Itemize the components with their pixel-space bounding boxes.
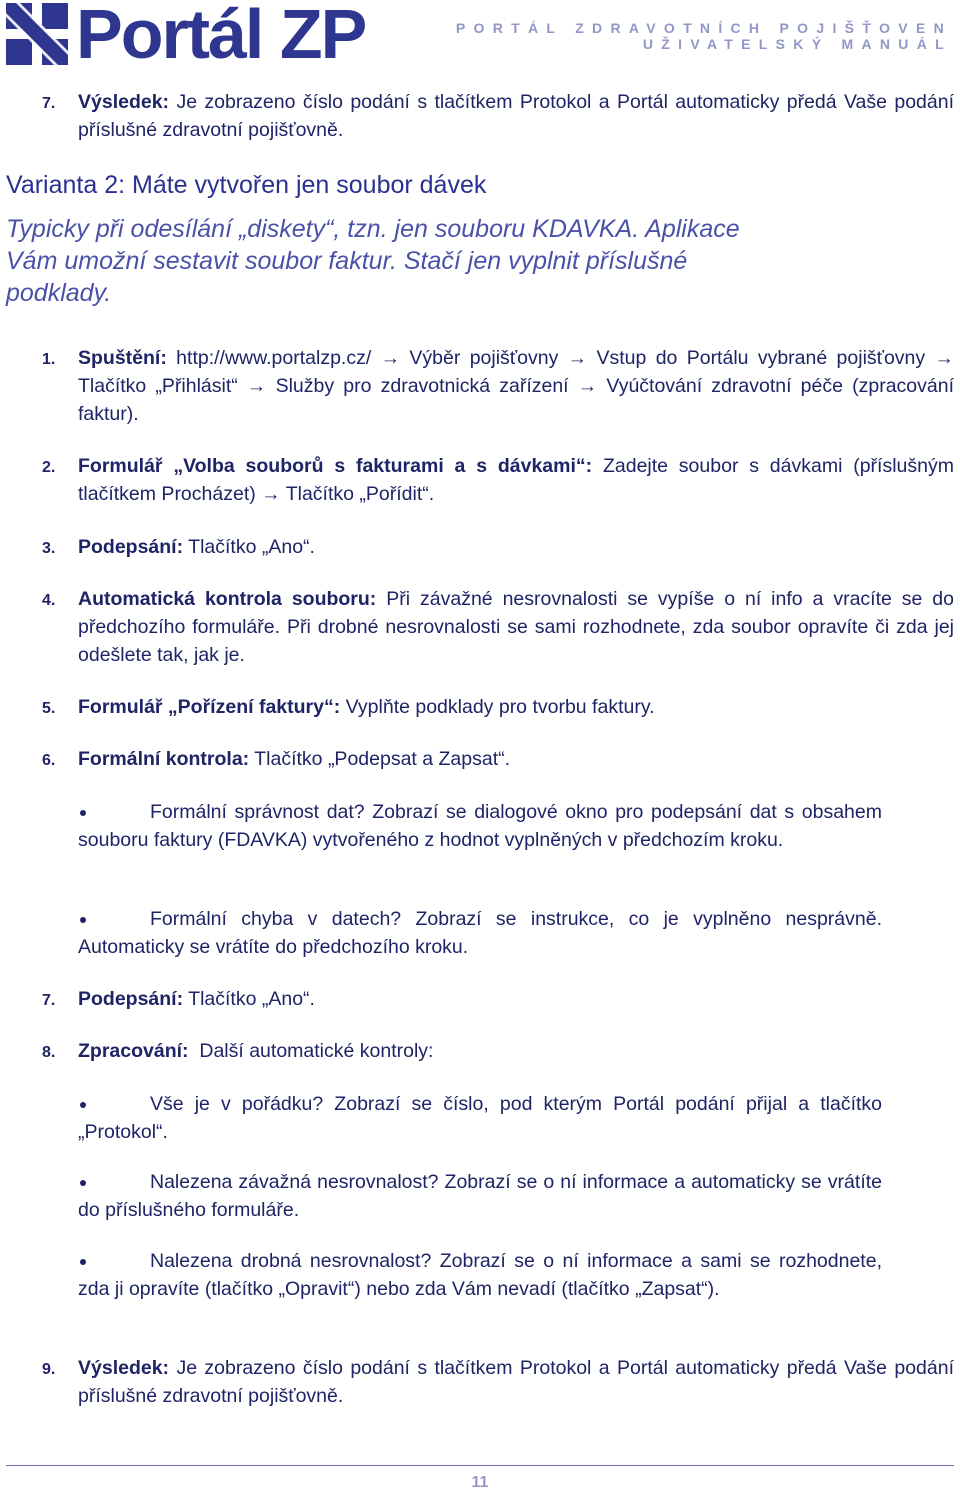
page-header: [0, 0, 960, 73]
step-text: Tlačítko „Ano“.: [183, 536, 315, 558]
header-title-line1: PORTÁL ZDRAVOTNÍCH POJIŠŤOVEN: [455, 20, 952, 36]
step-label: Podepsání:: [78, 988, 184, 1010]
bullet-text: Vše je v pořádku? Zobrazí se číslo, pod kterým Portál podání přijal a tlačítko „Protokol“.: [78, 1093, 882, 1143]
step-8-processing: [42, 1037, 954, 1065]
step-1-launch: [42, 344, 954, 428]
step-label: Spuštění:: [78, 347, 167, 369]
step-number: 7.: [42, 95, 56, 112]
variant-title: Varianta 2: Máte vytvořen jen soubor dávek: [6, 171, 487, 199]
step-number: 8.: [42, 1044, 56, 1061]
step-text: Zadejte soubor s dávkami (příslušným tlačítkem Procházet) → Tlačítko „Pořídit“.: [78, 455, 954, 505]
step-number: 4.: [42, 592, 56, 609]
step-text: Je zobrazeno číslo podání s tlačítkem Protokol a Portál automaticky předá Vaše podání příslušné zdravotní pojišťovně.: [78, 1357, 954, 1407]
bullet-formal-ok: [78, 798, 882, 854]
step-label: Výsledek:: [78, 1357, 170, 1379]
step-label: Formulář „Pořízení faktury“:: [78, 696, 341, 718]
bullet-icon: [80, 917, 86, 923]
logo-text: Portál ZP: [76, 0, 366, 73]
page-number: 11: [471, 1474, 489, 1491]
step-label: Podepsání:: [78, 536, 184, 558]
step-label: Zpracování:: [78, 1040, 189, 1062]
step-text: Je zobrazeno číslo podání s tlačítkem Protokol a Portál automaticky předá Vaše podání příslušné zdravotní pojišťovně.: [78, 91, 954, 141]
step-number: 3.: [42, 540, 56, 557]
logo-cross-icon: [6, 3, 68, 65]
bullet-text: Nalezena závažná nesrovnalost? Zobrazí se o ní informace a automaticky se vrátíte do příslušného formuláře.: [78, 1171, 882, 1221]
step-number: 1.: [42, 351, 56, 368]
bullet-serious-issue: [78, 1168, 882, 1224]
step-number: 6.: [42, 752, 56, 769]
step-7-sign: [42, 985, 954, 1013]
bullet-icon: [80, 1180, 86, 1186]
bullet-formal-error: [78, 905, 882, 961]
step-label: Formální kontrola:: [78, 748, 250, 770]
step-text: Tlačítko „Podepsat a Zapsat“.: [249, 748, 511, 770]
header-title: [456, 20, 952, 52]
bullet-text: Formální správnost dat? Zobrazí se dialogové okno pro podepsání dat s obsahem souboru faktury (FDAVKA) vytvořeného z hodnot vyplněných v předchozím kroku.: [78, 801, 882, 851]
step-label: Automatická kontrola souboru:: [78, 588, 377, 610]
step-text: http://www.portalzp.cz/ → Výběr pojišťovny → Vstup do Portálu vybrané pojišťovny → Tlačítko „Přihlásit“ → Služby pro zdravotnická zařízení → Vyúčtování zdravotní péče (zpracování faktur).: [78, 347, 954, 425]
bullet-minor-issue: [78, 1247, 882, 1303]
step-number: 5.: [42, 700, 56, 717]
step-label: Formulář „Volba souborů s fakturami a s dávkami“:: [78, 455, 593, 477]
variant-description: Typicky při odesílání „diskety“, tzn. jen souboru KDAVKA. Aplikace Vám umožní sestavit soubor faktur. Stačí jen vyplnit příslušné podklady.: [6, 215, 740, 307]
step-7-result: [42, 88, 954, 144]
bullet-icon: [80, 810, 86, 816]
bullet-text: Nalezena drobná nesrovnalost? Zobrazí se o ní informace a sami se rozhodnete, zda ji opravíte (tlačítko „Opravit“) nebo zda Vám nevadí (tlačítko „Zapsat“).: [78, 1250, 882, 1300]
step-number: 9.: [42, 1361, 56, 1378]
step-number: 2.: [42, 459, 56, 476]
step-4-auto-check: [42, 585, 954, 669]
bullet-text: Formální chyba v datech? Zobrazí se instrukce, co je vyplněno nesprávně. Automaticky se vrátíte do předchozího kroku.: [78, 908, 882, 958]
step-3-sign: [42, 533, 954, 561]
portal-zp-logo: [6, 0, 366, 73]
step-text: Další automatické kontroly:: [188, 1040, 434, 1062]
step-2-form: [42, 452, 954, 508]
footer-divider: [6, 1465, 954, 1466]
step-label: Výsledek:: [78, 91, 170, 113]
header-title-line2: UŽIVATELSKÝ MANUÁL: [642, 36, 952, 52]
step-6-formal-check: [42, 745, 954, 773]
step-text: Při závažné nesrovnalosti se vypíše o ní info a vracíte se do předchozího formuláře. Při drobné nesrovnalosti se sami rozhodnete, zda soubor opravíte či zda jej odešlete tak, jak je.: [78, 588, 954, 666]
step-5-invoice-form: [42, 693, 954, 721]
step-text: Vyplňte podklady pro tvorbu faktury.: [340, 696, 655, 718]
step-number: 7.: [42, 992, 56, 1009]
bullet-icon: [80, 1259, 86, 1265]
step-text: Tlačítko „Ano“.: [183, 988, 315, 1010]
bullet-icon: [80, 1102, 86, 1108]
step-9-result: [42, 1354, 954, 1410]
bullet-all-ok: [78, 1090, 882, 1146]
